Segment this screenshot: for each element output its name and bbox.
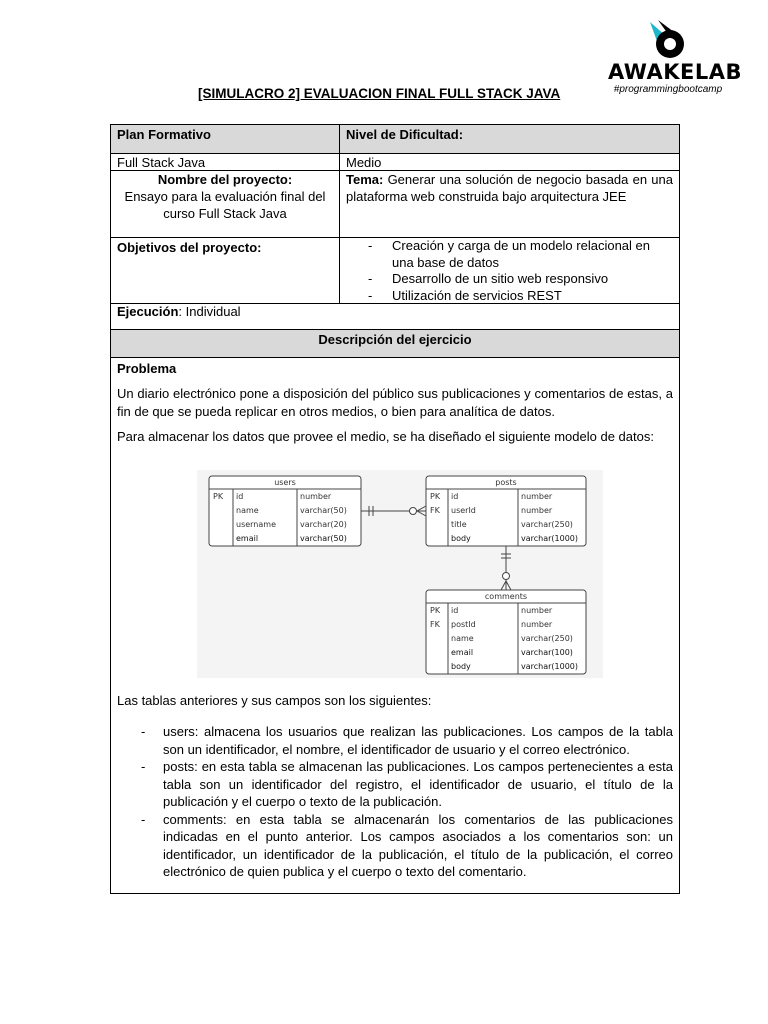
svg-text:number: number [521,492,553,501]
svg-text:FK: FK [430,506,440,515]
brand-name: AWAKELAB [608,60,743,84]
svg-text:number: number [300,492,332,501]
svg-text:number: number [521,606,553,615]
posts-table-title: posts [495,478,517,487]
tema-value: Generar una solución de negocio basada en una plataforma web construida bajo arquitectura JEE [346,172,673,204]
svg-text:number: number [521,506,553,515]
tema-label: Tema: [346,172,384,187]
svg-text:name: name [236,506,259,515]
project-name-label: Nombre del proyecto: [157,172,293,187]
svg-text:PK: PK [430,492,441,501]
project-name-value: Ensayo para la evaluación final del curso Full Stack Java [124,189,326,221]
svg-text:name: name [451,634,474,643]
plan-values-row [111,154,679,171]
svg-text:varchar(100): varchar(100) [521,648,573,657]
svg-text:username: username [236,520,276,529]
list-item: - posts: en esta tabla se almacenan las publicaciones. Los campos pertenecientes a esta tabla son un identificador del registro, el identificador de usuario, el título de la publicación y el cuerpo o texto de la publicación. [117,758,673,811]
objectives-label: Objetivos del proyecto: [111,238,340,303]
svg-text:varchar(250): varchar(250) [521,634,573,643]
svg-text:body: body [451,662,471,671]
list-item: - comments: en esta tabla se almacenarán los comentarios de las publicaciones indicadas en el punto anterior. Los campos asociados a los comentarios son: un identificador, un identificador de la publicación, el título de la publicación, el correo electrónico de quien publica y el cuerpo o texto del comentario. [117,811,673,881]
awakelab-logo-icon [644,18,690,60]
svg-text:varchar(50): varchar(50) [300,506,347,515]
brand-tagline: #programmingbootcamp [613,84,723,95]
svg-text:postId: postId [451,620,476,629]
tables-description-list [117,723,673,881]
posts-table [426,476,586,546]
evaluation-table [110,124,680,894]
objectives-list [346,238,673,304]
plan-formativo-label: Plan Formativo [111,125,340,153]
objectives-cell [340,238,679,303]
document-title: [SIMULACRO 2] EVALUACION FINAL FULL STACK JAVA [198,86,561,101]
execution-row [111,304,679,330]
svg-text:title: title [451,520,467,529]
svg-text:PK: PK [430,606,441,615]
project-name-row [111,171,679,238]
execution-value: : Individual [178,304,241,319]
er-diagram [197,470,603,678]
nivel-dificultad-label: Nivel de Dificultad: [346,127,464,142]
awakelab-logo [608,18,743,98]
objectives-row [111,238,679,304]
svg-text:varchar(250): varchar(250) [521,520,573,529]
tables-intro-paragraph: Las tablas anteriores y sus campos son los siguientes: [117,692,432,708]
svg-text:varchar(50): varchar(50) [300,534,347,543]
svg-text:varchar(20): varchar(20) [300,520,347,529]
execution-cell [111,304,679,319]
problem-paragraph-2: Para almacenar los datos que provee el medio, se ha diseñado el siguiente modelo de datos: [117,429,654,444]
execution-label: Ejecución [117,304,179,319]
project-name-cell [111,171,340,237]
list-item: - Creación y carga de un modelo relacional en una base de datos [346,238,673,271]
comments-table [426,590,586,674]
svg-text:userId: userId [451,506,476,515]
svg-text:email: email [451,648,474,657]
svg-text:number: number [521,620,553,629]
svg-text:FK: FK [430,620,440,629]
svg-text:PK: PK [213,492,224,501]
list-item: - Utilización de servicios REST [346,288,673,305]
svg-text:varchar(1000): varchar(1000) [521,662,579,671]
svg-text:body: body [451,534,471,543]
list-item: - Desarrollo de un sitio web responsivo [346,271,673,288]
svg-text:id: id [451,606,459,615]
description-header: Descripción del ejercicio [111,330,679,358]
svg-text:id: id [451,492,459,501]
list-item: - users: almacena los usuarios que realizan las publicaciones. Los campos de la tabla son un identificador, el nombre, el identificador de usuario y el correo electrónico. [117,723,673,758]
svg-text:id: id [236,492,244,501]
plan-formativo-value: Full Stack Java [111,154,340,170]
svg-text:varchar(1000): varchar(1000) [521,534,579,543]
problem-paragraph-1: Un diario electrónico pone a disposición del público sus publicaciones y comentarios de estas, a fin de que se pueda replicar en otros medios, o bien para analítica de datos. [117,386,673,419]
nivel-dificultad-value: Medio [346,155,382,170]
tema-cell [340,171,679,237]
users-table [209,476,361,546]
users-table-title: users [274,478,296,487]
svg-text:email: email [236,534,259,543]
problem-heading: Problema [117,361,177,376]
comments-table-title: comments [484,592,528,601]
plan-header-row [111,125,679,154]
